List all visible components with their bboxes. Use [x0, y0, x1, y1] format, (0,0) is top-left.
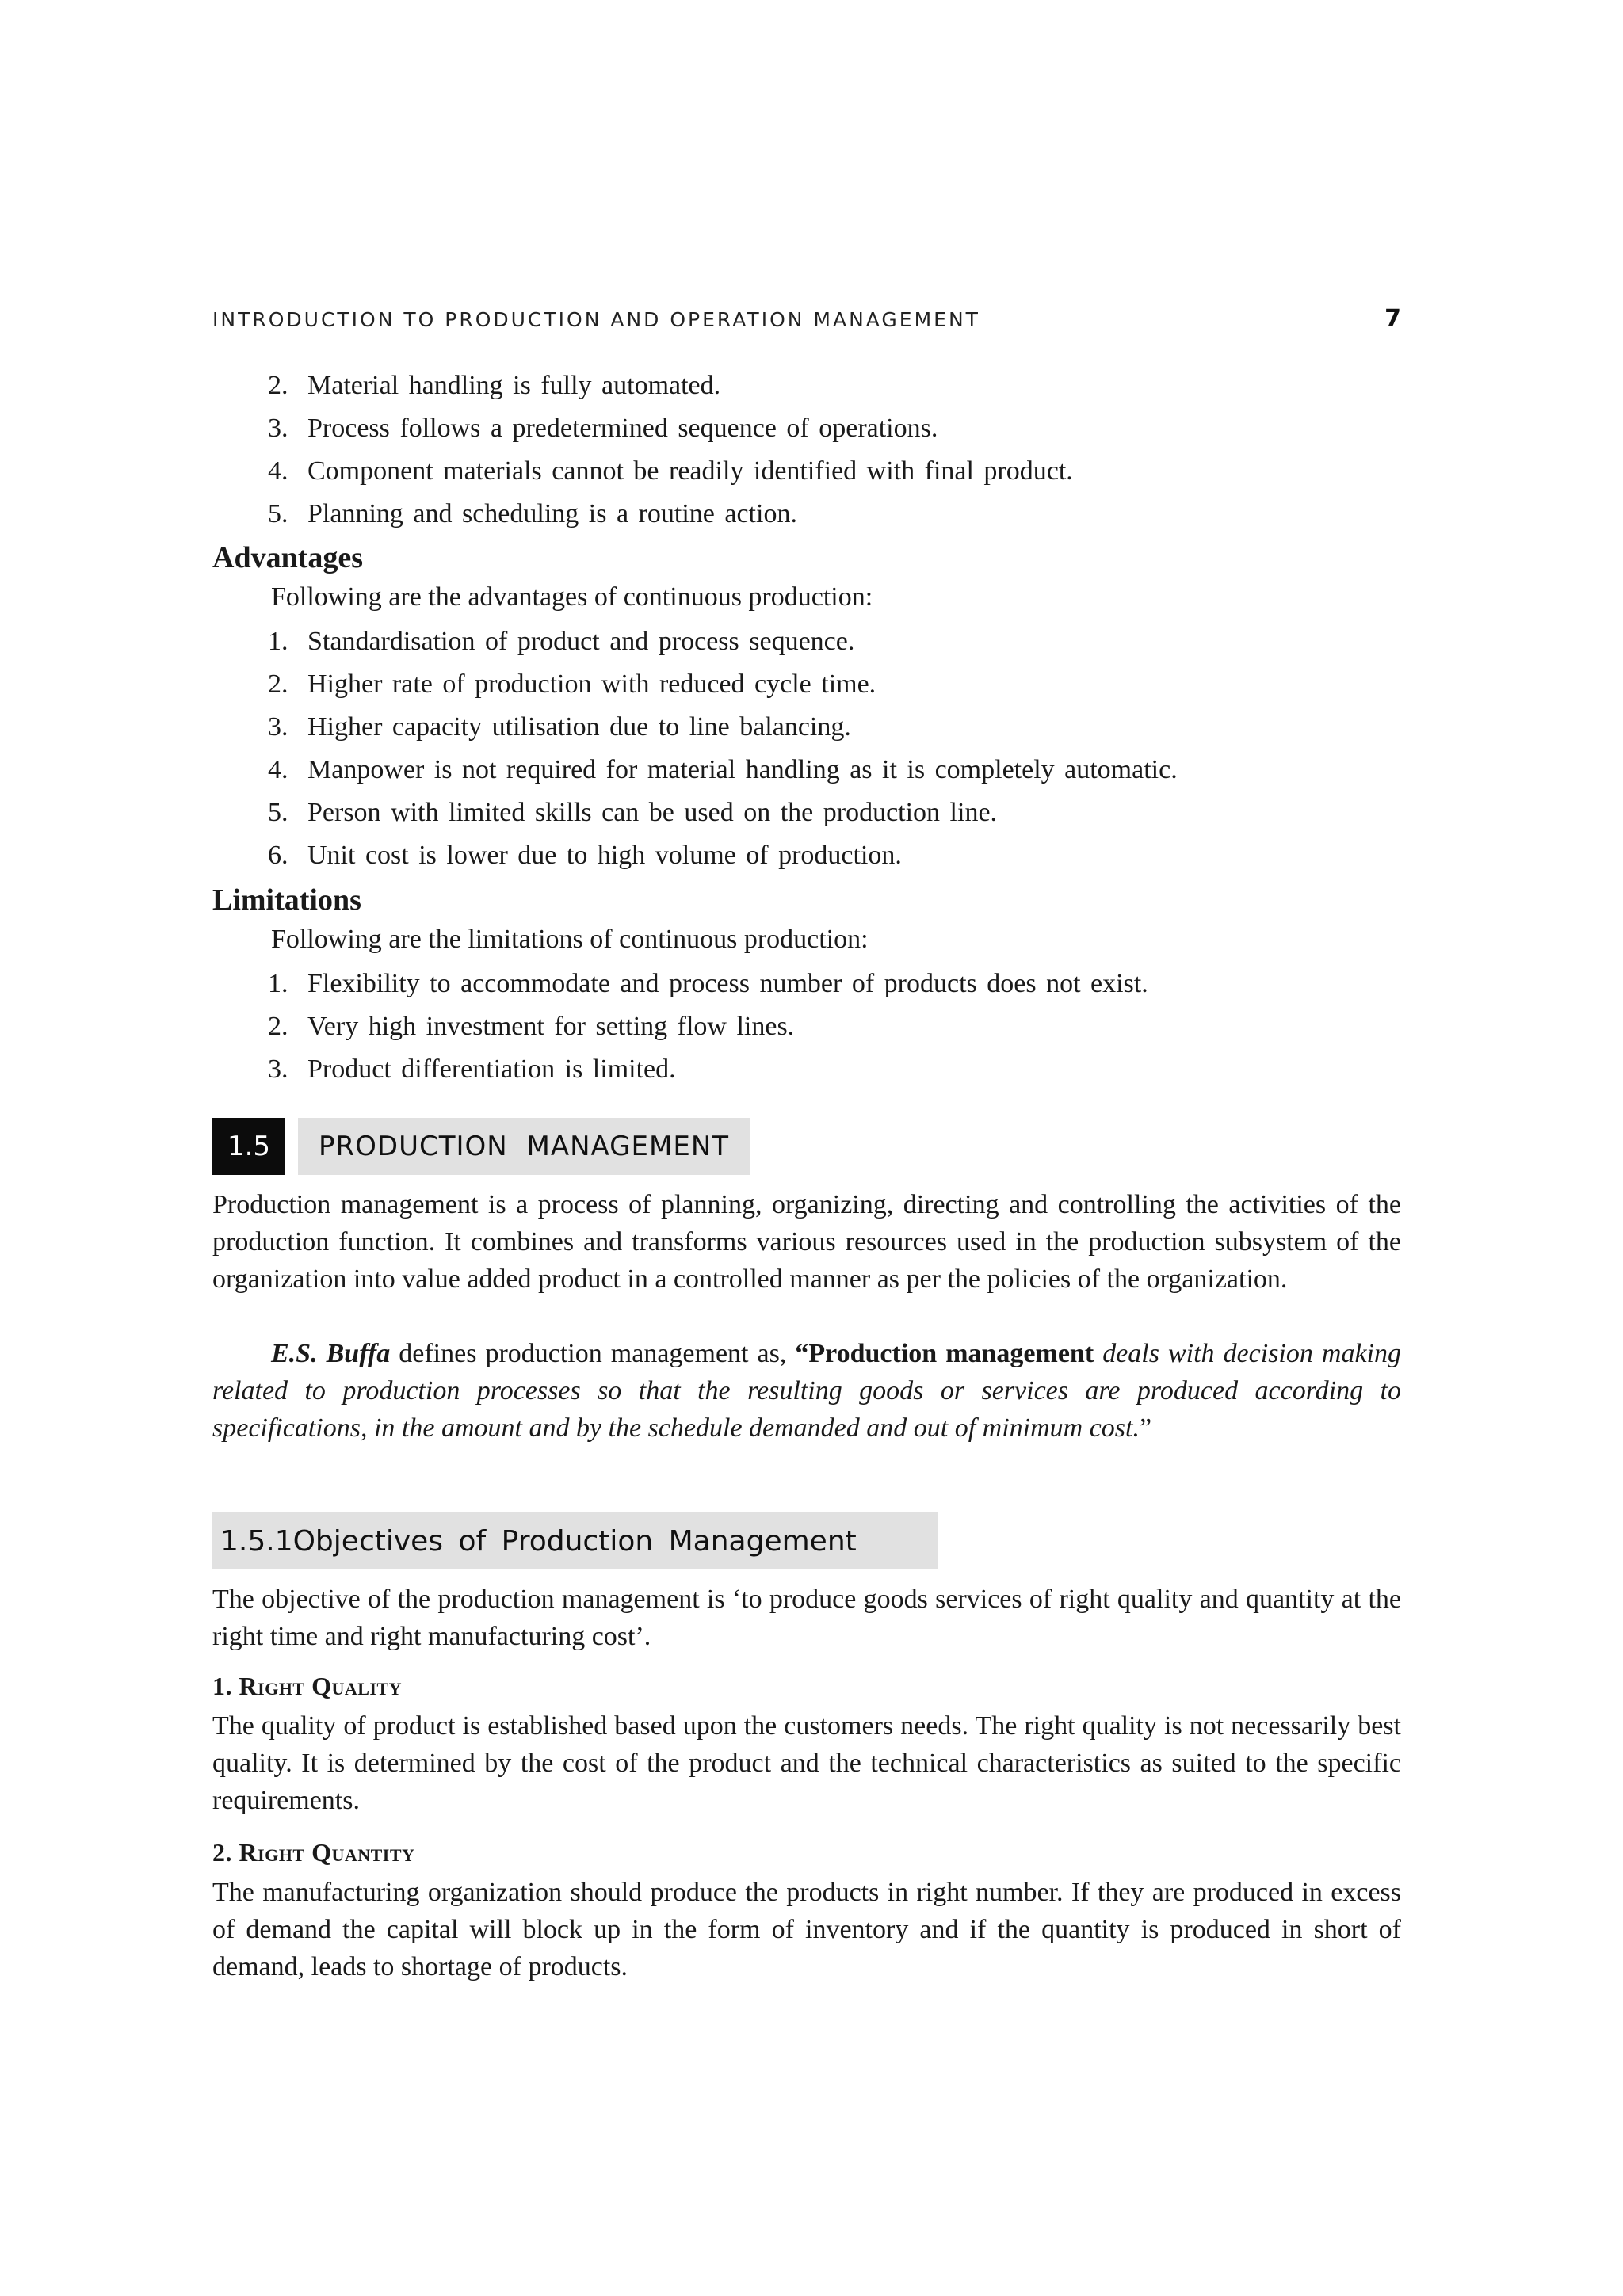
right-quantity-text: The manufacturing organization should produce the products in right number. If they are produced in excess of demand the capital will block up in the form of inventory and if the quantity is produced in short of demand, leads to shortage of products. — [212, 1878, 1401, 1981]
list-item: 3. Process follows a predetermined sequence of operations. — [268, 414, 938, 443]
limitations-heading: Limitations — [212, 883, 361, 917]
list-item: 5. Planning and scheduling is a routine action. — [268, 499, 797, 528]
list-item: 1. Standardisation of product and process sequence. — [268, 627, 855, 656]
continuation-list — [268, 364, 1401, 536]
quote-definition: deals with decision making related to production processes so that the resulting goods or services are produced according to specifications, in the amount and by the schedule demanded and out of minimum cost. — [212, 1339, 1401, 1443]
running-title: INTRODUCTION TO PRODUCTION AND OPERATION MANAGEMENT — [212, 308, 980, 331]
list-item: 5. Person with limited skills can be used on the production line. — [268, 798, 998, 827]
section-number-badge: 1.5 — [212, 1118, 285, 1175]
advantages-intro: Following are the advantages of continuous production: — [271, 582, 873, 612]
list-item: 1. Flexibility to accommodate and process number of products does not exist. — [268, 969, 1148, 998]
quote-close: ” — [1139, 1413, 1152, 1443]
list-item: 3. Product differentiation is limited. — [268, 1055, 676, 1084]
quote-term: “Production management — [795, 1339, 1094, 1368]
right-quality-text: The quality of product is established based upon the customers needs. The right quality is not necessarily best quality. It is determined by the cost of the product and the technical characteristics as suited to the specific requirements. — [212, 1711, 1401, 1815]
list-item: 4. Manpower is not required for material handling as it is completely automatic. — [268, 755, 1178, 784]
section-paragraph: Production management is a process of planning, organizing, directing and controlling the activities of the production function. It combines and transforms various resources used in the production subsystem of the organization into value added product in a controlled manner as per the policies of the organization. — [212, 1190, 1401, 1294]
buffa-definition — [212, 1335, 1401, 1447]
section-title: PRODUCTION MANAGEMENT — [298, 1118, 750, 1175]
running-header — [212, 305, 1401, 337]
advantages-heading: Advantages — [212, 541, 364, 574]
list-item: 2. Very high investment for setting flow lines. — [268, 1012, 795, 1041]
subsection-paragraph: The objective of the production management is ‘to produce goods services of right quality and quantity at the right time and right manufacturing cost’. — [212, 1585, 1401, 1651]
advantages-list — [268, 620, 1401, 877]
quote-author: E.S. Buffa — [271, 1339, 391, 1368]
right-quality-heading: 1. Right Quality — [212, 1672, 403, 1700]
limitations-list — [268, 963, 1401, 1091]
list-item: 3. Higher capacity utilisation due to line balancing. — [268, 712, 851, 742]
right-quantity-heading: 2. Right Quantity — [212, 1838, 415, 1867]
subsection-title: 1.5.1Objectives of Production Management — [212, 1512, 938, 1569]
list-item: 2. Material handling is fully automated. — [268, 371, 721, 400]
page-number: 7 — [1384, 305, 1401, 333]
list-item: 6. Unit cost is lower due to high volume of production. — [268, 841, 902, 870]
list-item: 2. Higher rate of production with reduced cycle time. — [268, 669, 876, 699]
limitations-intro: Following are the limitations of continuous production: — [271, 925, 869, 954]
list-item: 4. Component materials cannot be readily identified with final product. — [268, 456, 1073, 486]
quote-lead: defines production management as, — [390, 1339, 796, 1368]
